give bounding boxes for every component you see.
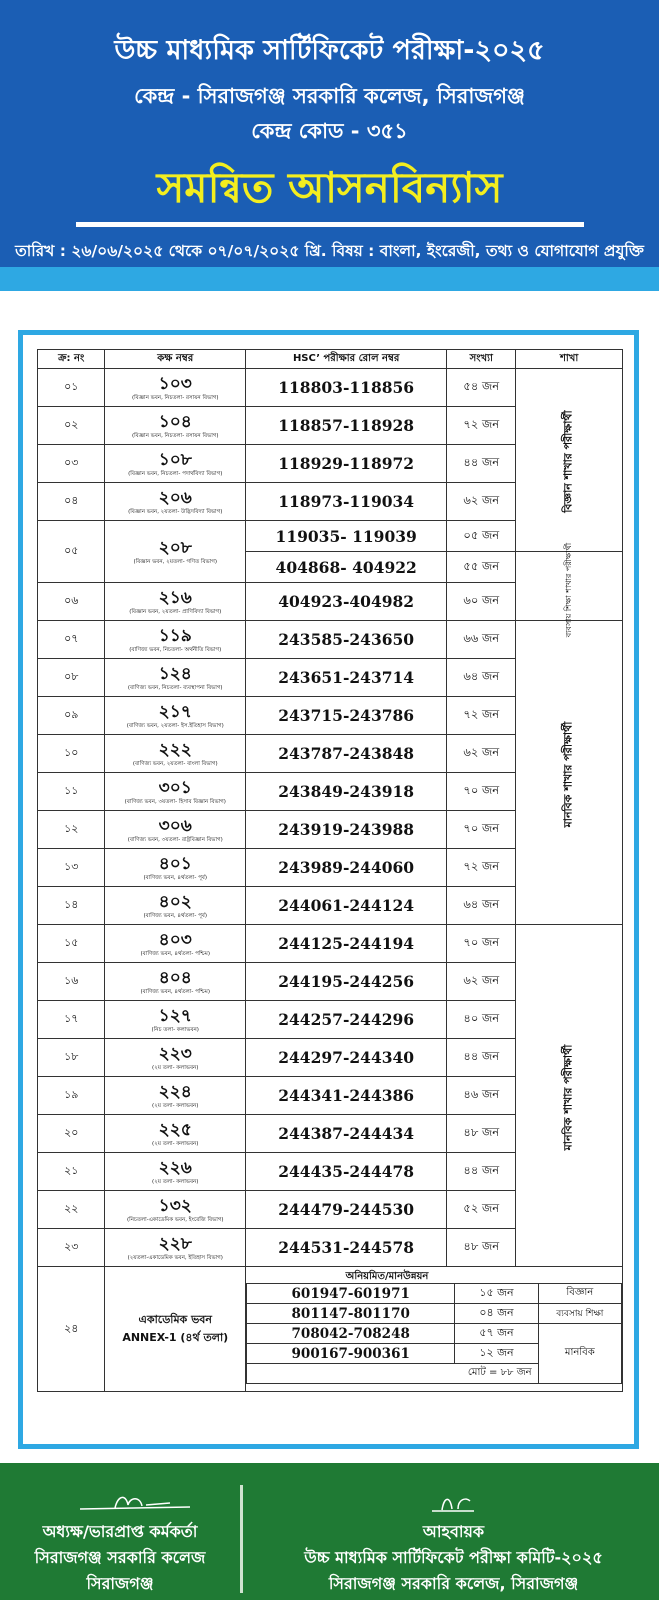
irregular-count: ১২ জন xyxy=(455,1344,538,1364)
room-number: ১০৮ xyxy=(158,449,192,470)
convener-signature-icon xyxy=(354,1491,554,1515)
room-cell xyxy=(105,735,246,773)
room-location: (বিজ্ঞান ভবন, নিচতলা- রসায়ন বিভাগ) xyxy=(131,432,219,439)
room-location: (বিজ্ঞান ভবন, ২য়তলা- উদ্ভিদবিদ্যা বিভাগ) xyxy=(128,508,223,515)
irregular-block xyxy=(246,1267,622,1391)
serial-cell: ১০ xyxy=(38,735,105,773)
room-location: (বাণিজ্য ভবন, ৩য়তলা- হিসাব বিজ্ঞান বিভাগ) xyxy=(124,798,226,805)
roll-range-cell: 119035- 119039 xyxy=(246,521,447,552)
roll-range-cell: 243715-243786 xyxy=(246,697,447,735)
convener-committee: উচ্চ মাধ্যমিক সার্টিফিকেট পরীক্ষা কমিটি-২০২৫ xyxy=(304,1548,603,1567)
room-number: ৪০৪ xyxy=(158,967,192,988)
count-cell: ৪৪ জন xyxy=(447,445,516,483)
room-location: (বাণিজ্য ভবন, ২য়তলা- বাংলা বিভাগ) xyxy=(132,760,218,767)
roll-range-cell: 243787-243848 xyxy=(246,735,447,773)
branch-label: মানবিক শাখার পরীক্ষার্থী xyxy=(561,1044,575,1150)
footer-divider xyxy=(240,1485,243,1593)
roll-range-cell: 404923-404982 xyxy=(246,583,447,621)
convener-title: আহবায়ক xyxy=(422,1522,485,1541)
room-cell xyxy=(105,483,246,521)
room-cell xyxy=(105,1153,246,1191)
count-cell: ৬০ জন xyxy=(447,583,516,621)
room-cell xyxy=(105,621,246,659)
room-number: ১৩২ xyxy=(158,1195,192,1216)
roll-range-cell: 243989-244060 xyxy=(246,849,447,887)
irregular-cell xyxy=(246,1267,623,1392)
irregular-roll: 601947-601971 xyxy=(247,1284,455,1304)
branch-label: ব্যবসায় শিক্ষা শাখার পরীক্ষার্থী xyxy=(564,542,574,637)
room-location: (২য়তলা-একাডেমিক ভবন, ইতিহাস বিভাগ) xyxy=(127,1254,223,1261)
count-cell: ৭২ জন xyxy=(447,407,516,445)
roll-range-cell: 244341-244386 xyxy=(246,1077,447,1115)
serial-cell: ০১ xyxy=(38,369,105,407)
header-strip xyxy=(0,267,659,291)
count-cell: ৬৪ জন xyxy=(447,887,516,925)
room-cell xyxy=(105,1039,246,1077)
principal-college: সিরাজগঞ্জ সরকারি কলেজ xyxy=(34,1548,206,1567)
header-roll: HSC’ পরীক্ষার রোল নম্বর xyxy=(246,350,447,369)
table-row xyxy=(38,621,623,659)
room-location: (২য় তলা- কলাভবন) xyxy=(152,1140,199,1147)
centre-name: কেন্দ্র - সিরাজগঞ্জ সরকারি কলেজ, সিরাজগঞ্জ xyxy=(134,84,525,108)
principal-city: সিরাজগঞ্জ xyxy=(86,1574,154,1593)
room-cell xyxy=(105,407,246,445)
room-location: (নিচতলা-একাডেমিক ভবন, ইংরেজি বিভাগ) xyxy=(126,1216,224,1223)
count-cell: ৪৬ জন xyxy=(447,1077,516,1115)
irregular-count: ১৫ জন xyxy=(455,1284,538,1304)
count-cell: ৪৮ জন xyxy=(447,1229,516,1267)
branch-cell xyxy=(516,925,623,1267)
room-location: (২য় তলা- কলাভবন) xyxy=(152,1178,199,1185)
room-number: ৩০১ xyxy=(158,777,192,798)
irregular-total: মোট = ৮৮ জন xyxy=(247,1364,539,1384)
header-branch: শাখা xyxy=(516,350,623,369)
roll-range-cell: 244435-244478 xyxy=(246,1153,447,1191)
room-number: ২২২ xyxy=(158,739,192,760)
seat-plan-table xyxy=(37,349,623,1392)
room-location: (বাণিজ্য ভবন, নিচতলা- অর্থনীতি বিভাগ) xyxy=(129,646,222,653)
count-cell: ৫২ জন xyxy=(447,1191,516,1229)
room-location: (বাণিজ্য ভবন, ৪র্থতলা- পশ্চিম) xyxy=(140,988,210,995)
room-cell xyxy=(105,1001,246,1039)
room-location: (নিচ তলা- কলাভবন) xyxy=(151,1026,199,1033)
serial-cell: ০৪ xyxy=(38,483,105,521)
roll-range-cell: 118857-118928 xyxy=(246,407,447,445)
serial-cell: ০৯ xyxy=(38,697,105,735)
room-location: (বাণিজ্য ভবন, ৩য়তলা- রাষ্ট্রবিজ্ঞান বিভাগ) xyxy=(127,836,223,843)
branch-label: মানবিক শাখার পরীক্ষার্থী xyxy=(561,721,575,827)
room-location: (বাণিজ্য ভবন, ৪র্থতলা- পূর্ব) xyxy=(143,912,208,919)
roll-range-cell: 244531-244578 xyxy=(246,1229,447,1267)
irregular-title: অনিয়মিত/মানউন্নয়ন xyxy=(345,1271,429,1282)
roll-range-cell: 244387-244434 xyxy=(246,1115,447,1153)
roll-range-cell: 243919-243988 xyxy=(246,811,447,849)
room-location: (২য় তলা- কলাভবন) xyxy=(152,1064,199,1071)
principal-signature-block xyxy=(0,1491,240,1597)
count-cell: ৭০ জন xyxy=(447,925,516,963)
convener-signature-block xyxy=(248,1491,659,1597)
serial-cell: ১৯ xyxy=(38,1077,105,1115)
roll-range-cell: 244479-244530 xyxy=(246,1191,447,1229)
count-cell: ৪৮ জন xyxy=(447,1115,516,1153)
serial-cell: ০৩ xyxy=(38,445,105,483)
count-cell: ৪০ জন xyxy=(447,1001,516,1039)
header-banner xyxy=(0,0,659,291)
room-cell xyxy=(105,1229,246,1267)
principal-title: অধ্যক্ষ/ভারপ্রাপ্ত কর্মকর্তা xyxy=(42,1522,198,1541)
annex-floor: ANNEX-1 (৪র্থ তলা) xyxy=(122,1331,229,1344)
room-cell xyxy=(105,1115,246,1153)
room-number: ৪০৩ xyxy=(158,929,192,950)
room-cell xyxy=(105,925,246,963)
serial-cell: ২৩ xyxy=(38,1229,105,1267)
table-row xyxy=(38,369,623,407)
roll-range-cell: 244125-244194 xyxy=(246,925,447,963)
roll-range-cell: 118929-118972 xyxy=(246,445,447,483)
header-room: কক্ষ নম্বর xyxy=(105,350,246,369)
table-row xyxy=(38,925,623,963)
room-cell xyxy=(105,697,246,735)
count-cell: ৬২ জন xyxy=(447,483,516,521)
room-location: (বাণিজ্য ভবন, ২য়তলা- ইস.ইতিহাস বিভাগ) xyxy=(126,722,224,729)
room-location: (বিজ্ঞান ভবন, ২য়তলা- প্রাণিবিদ্যা বিভাগ) xyxy=(129,608,222,615)
seat-plan-panel xyxy=(18,330,639,1449)
irregular-table xyxy=(246,1283,622,1384)
serial-cell: ১৮ xyxy=(38,1039,105,1077)
serial-cell: ১৩ xyxy=(38,849,105,887)
room-cell xyxy=(105,521,246,583)
table-header-row xyxy=(38,350,623,369)
room-number: ১২৭ xyxy=(158,1005,192,1026)
serial-cell: ২৪ xyxy=(38,1267,105,1392)
roll-range-cell: 243585-243650 xyxy=(246,621,447,659)
irregular-branch: বিজ্ঞান xyxy=(538,1284,621,1304)
room-location: (বিজ্ঞান ভবন, ২য়তলা- গণিত বিভাগ) xyxy=(133,558,217,565)
centre-code: কেন্দ্র কোড - ৩৫১ xyxy=(251,119,408,143)
room-number: ২১৬ xyxy=(158,587,192,608)
room-location: (বাণিজ্য ভবন, ৪র্থতলা- পশ্চিম) xyxy=(140,950,210,957)
room-number: ৪০১ xyxy=(158,853,192,874)
irregular-count: ৫৭ জন xyxy=(455,1324,538,1344)
room-number: ১০৩ xyxy=(158,373,192,394)
room-number: ১২৪ xyxy=(158,663,192,684)
branch-cell xyxy=(516,621,623,925)
serial-cell: ০৭ xyxy=(38,621,105,659)
branch-cell xyxy=(516,542,623,637)
serial-cell: ১৪ xyxy=(38,887,105,925)
table-row-irregular xyxy=(38,1267,623,1392)
room-location: (বাণিজ্য ভবন, নিচতলা- ব্যবস্থাপনা বিভাগ) xyxy=(127,684,223,691)
roll-range-cell: 118973-119034 xyxy=(246,483,447,521)
irregular-row xyxy=(247,1304,622,1324)
seat-plan-heading: সমন্বিত আসনবিন্যাস xyxy=(156,163,503,212)
count-cell: ৭০ জন xyxy=(447,773,516,811)
room-location: (বিজ্ঞান ভবন, নিচতলা- পদার্থবিদ্যা বিভাগ) xyxy=(128,470,223,477)
serial-cell: ১৬ xyxy=(38,963,105,1001)
room-cell xyxy=(105,773,246,811)
count-cell: ৬৪ জন xyxy=(447,659,516,697)
roll-range-cell: 243849-243918 xyxy=(246,773,447,811)
irregular-branch: মানবিক xyxy=(538,1324,621,1384)
serial-cell: ০২ xyxy=(38,407,105,445)
room-number: ২২৬ xyxy=(158,1157,192,1178)
serial-cell: ১২ xyxy=(38,811,105,849)
header-serial: ক্র: নং xyxy=(38,350,105,369)
serial-cell: ১৭ xyxy=(38,1001,105,1039)
count-cell: ৪৪ জন xyxy=(447,1039,516,1077)
irregular-roll: 900167-900361 xyxy=(247,1344,455,1364)
room-number: ২২৩ xyxy=(158,1043,192,1064)
branch-cell xyxy=(516,369,623,552)
irregular-row xyxy=(247,1284,622,1304)
principal-signature-icon xyxy=(20,1491,220,1515)
serial-cell: ০৮ xyxy=(38,659,105,697)
header-count: সংখ্যা xyxy=(447,350,516,369)
footer-banner xyxy=(0,1463,659,1600)
roll-range-cell: 244257-244296 xyxy=(246,1001,447,1039)
room-cell xyxy=(105,1191,246,1229)
irregular-count: ০৪ জন xyxy=(455,1304,538,1324)
room-number: ১১৯ xyxy=(158,625,192,646)
count-cell: ৬২ জন xyxy=(447,735,516,773)
count-cell: ০৫ জন xyxy=(447,521,516,552)
roll-range-cell: 118803-118856 xyxy=(246,369,447,407)
irregular-roll: 801147-801170 xyxy=(247,1304,455,1324)
room-location: (বাণিজ্য ভবন, ৪র্থতলা- পূর্ব) xyxy=(143,874,208,881)
count-cell: ৭২ জন xyxy=(447,849,516,887)
roll-range-cell: 244297-244340 xyxy=(246,1039,447,1077)
count-cell: ৬২ জন xyxy=(447,963,516,1001)
count-cell: ৫৫ জন xyxy=(447,552,516,583)
room-number: ১০৪ xyxy=(158,411,192,432)
count-cell: ৭২ জন xyxy=(447,697,516,735)
room-number: ২০৮ xyxy=(158,537,192,558)
serial-cell: ১১ xyxy=(38,773,105,811)
count-cell: ৫৪ জন xyxy=(447,369,516,407)
heading-underline xyxy=(76,222,584,227)
serial-cell: ০৬ xyxy=(38,583,105,621)
room-cell xyxy=(105,659,246,697)
room-cell xyxy=(105,849,246,887)
room-cell xyxy=(105,1267,246,1392)
annex-building: একাডেমিক ভবন xyxy=(138,1313,212,1326)
serial-cell: ২২ xyxy=(38,1191,105,1229)
date-subject-line: তারিখ : ২৬/০৬/২০২৫ থেকে ০৭/০৭/২০২৫ খ্রি. বিষয় : বাংলা, ইংরেজী, তথ্য ও যোগাযোগ প্রযুক্তি xyxy=(15,242,644,260)
roll-range-cell: 244061-244124 xyxy=(246,887,447,925)
count-cell: ৭০ জন xyxy=(447,811,516,849)
room-number: ৪০২ xyxy=(158,891,192,912)
irregular-roll: 708042-708248 xyxy=(247,1324,455,1344)
room-number: ২২৮ xyxy=(158,1233,192,1254)
room-cell xyxy=(105,811,246,849)
room-number: ২২৪ xyxy=(158,1081,192,1102)
roll-range-cell: 404868- 404922 xyxy=(246,552,447,583)
serial-cell: ০৫ xyxy=(38,521,105,583)
roll-range-cell: 244195-244256 xyxy=(246,963,447,1001)
room-number: ২০৬ xyxy=(158,487,192,508)
exam-title: উচ্চ মাধ্যমিক সার্টিফিকেট পরীক্ষা-২০২৫ xyxy=(114,35,545,66)
serial-cell: ১৫ xyxy=(38,925,105,963)
room-cell xyxy=(105,963,246,1001)
irregular-row xyxy=(247,1324,622,1344)
room-number: ৩০৬ xyxy=(158,815,192,836)
room-location: (বিজ্ঞান ভবন, নিচতলা- রসায়ন বিভাগ) xyxy=(131,394,219,401)
convener-college: সিরাজগঞ্জ সরকারি কলেজ, সিরাজগঞ্জ xyxy=(328,1574,579,1593)
room-cell xyxy=(105,1077,246,1115)
room-cell xyxy=(105,445,246,483)
room-number: ২১৭ xyxy=(158,701,192,722)
irregular-branch: ব্যবসায় শিক্ষা xyxy=(538,1304,621,1324)
room-cell xyxy=(105,887,246,925)
branch-label: বিজ্ঞান শাখার পরীক্ষার্থী xyxy=(561,410,575,513)
serial-cell: ২১ xyxy=(38,1153,105,1191)
room-location: (২য় তলা- কলাভবন) xyxy=(152,1102,199,1109)
room-cell xyxy=(105,583,246,621)
room-number: ২২৫ xyxy=(158,1119,192,1140)
count-cell: ৪৪ জন xyxy=(447,1153,516,1191)
room-cell xyxy=(105,369,246,407)
count-cell: ৬৬ জন xyxy=(447,621,516,659)
roll-range-cell: 243651-243714 xyxy=(246,659,447,697)
serial-cell: ২০ xyxy=(38,1115,105,1153)
